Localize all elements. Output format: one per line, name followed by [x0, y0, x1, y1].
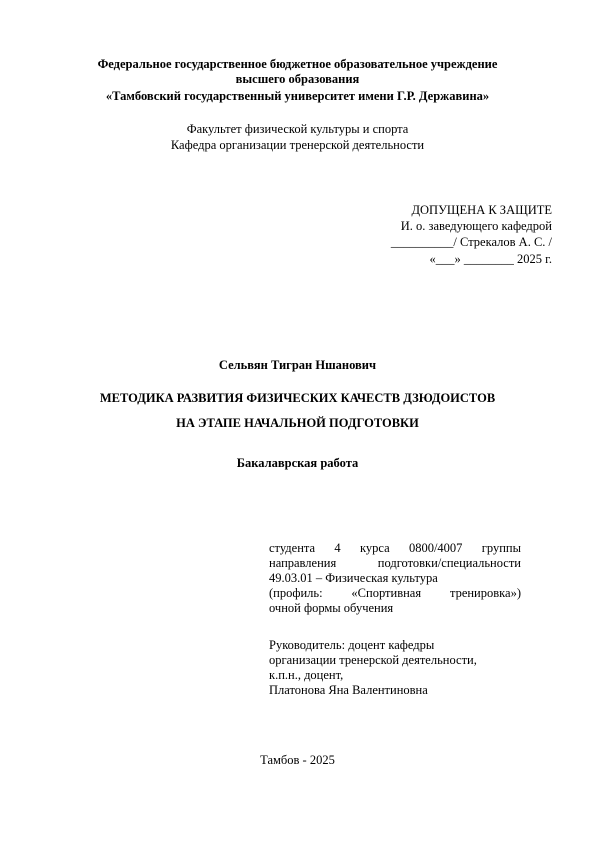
city-year: Тамбов - 2025 [260, 753, 335, 767]
student-line-4: (профиль: «Спортивная тренировка») [269, 586, 521, 600]
supervisor-line-3: к.п.н., доцент, [269, 668, 344, 682]
thesis-title-line-2: НА ЭТАПЕ НАЧАЛЬНОЙ ПОДГОТОВКИ [176, 416, 419, 430]
approval-position: И. о. заведующего кафедрой [400, 219, 552, 233]
author-name: Сельвян Тигран Ншанович [218, 358, 377, 372]
approval-heading: ДОПУЩЕНА К ЗАЩИТЕ [411, 203, 552, 217]
student-line-5: очной формы обучения [269, 601, 394, 615]
supervisor-line-1: Руководитель: доцент кафедры [269, 638, 435, 652]
institution-line-2: высшего образования [235, 72, 360, 86]
approval-date: «___» ________ 2025 г. [429, 252, 552, 266]
student-info [269, 541, 521, 616]
student-line-1: студента 4 курса 0800/4007 группы [269, 541, 521, 555]
approval-signature: __________/ Стрекалов А. С. / [390, 235, 552, 249]
supervisor-info [269, 638, 521, 698]
institution-line-1: Федеральное государственное бюджетное образовательное учреждение [97, 57, 498, 71]
student-line-3: 49.03.01 – Физическая культура [269, 571, 438, 585]
faculty-name: Факультет физической культуры и спорта [186, 122, 409, 136]
supervisor-line-2: организации тренерской деятельности, [269, 653, 477, 667]
department-name: Кафедра организации тренерской деятельности [170, 138, 425, 152]
thesis-title-line-1: МЕТОДИКА РАЗВИТИЯ ФИЗИЧЕСКИХ КАЧЕСТВ ДЗЮДОИСТОВ [99, 391, 496, 405]
work-type: Бакалаврская работа [236, 456, 359, 470]
supervisor-line-4: Платонова Яна Валентиновна [269, 683, 428, 697]
student-line-2: направления подготовки/специальности [269, 556, 521, 570]
university-name: «Тамбовский государственный университет имени Г.Р. Державина» [105, 89, 490, 103]
